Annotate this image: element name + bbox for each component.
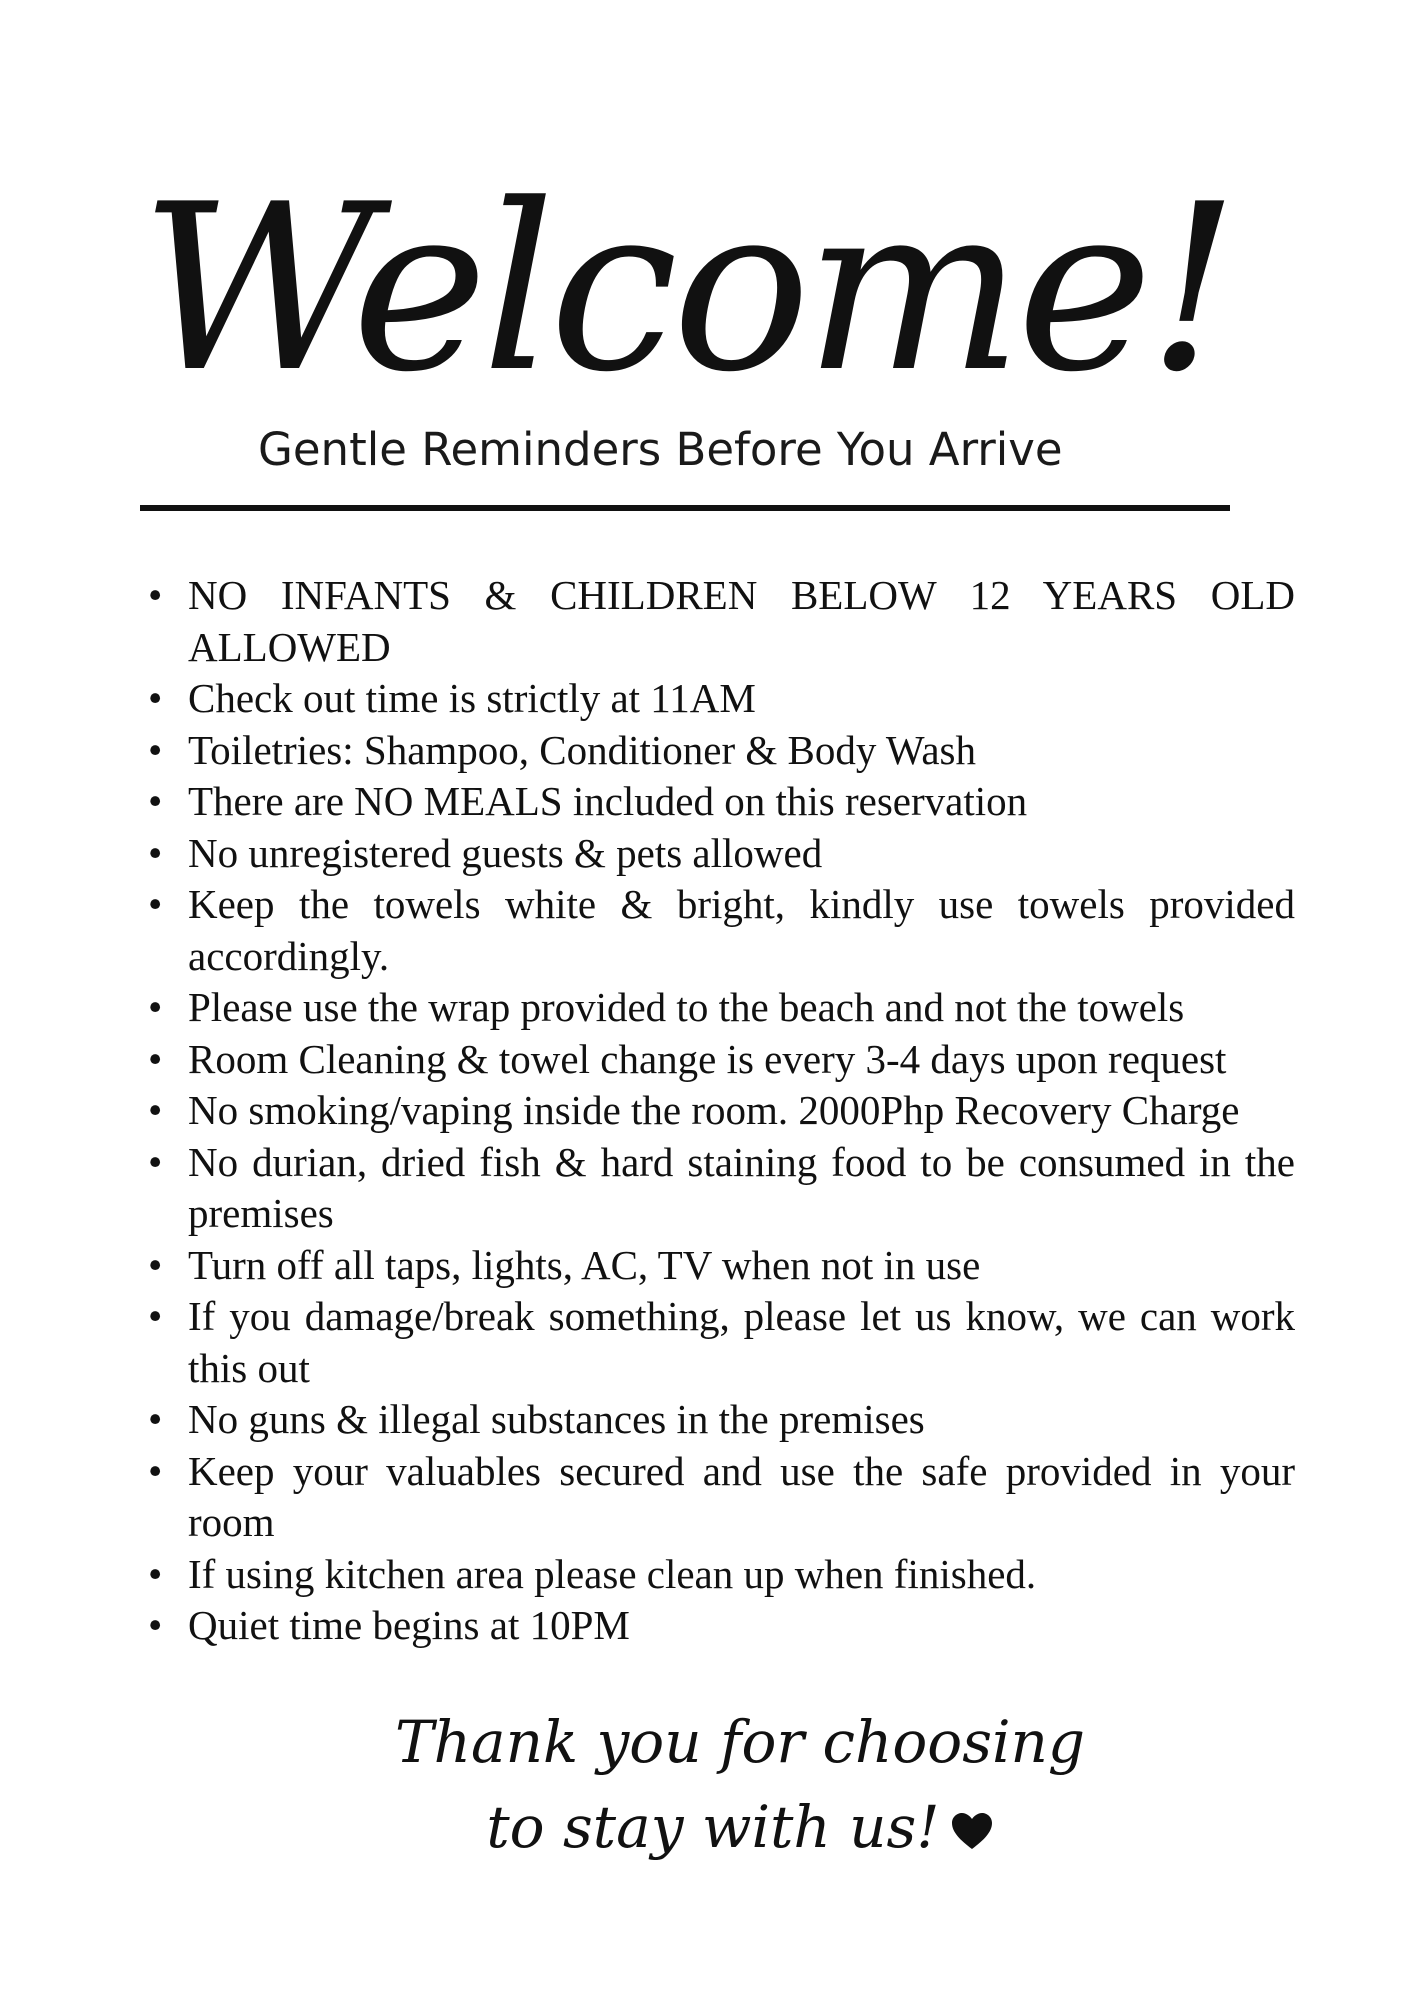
list-item xyxy=(140,1240,1295,1292)
thank-you-line-1: Thank you for choosing xyxy=(394,1708,1086,1776)
heart-icon xyxy=(950,1789,994,1874)
list-item xyxy=(140,725,1295,777)
welcome-heading: Welcome! xyxy=(140,156,1234,423)
rule-text: Turn off all taps, lights, AC, TV when not in use xyxy=(188,1241,981,1288)
list-item xyxy=(140,1549,1295,1601)
bullet-icon: • xyxy=(148,1241,163,1288)
bullet-icon: • xyxy=(148,1602,163,1648)
list-item xyxy=(140,1291,1295,1394)
bullet-icon: • xyxy=(148,881,163,927)
list-item xyxy=(140,673,1295,725)
rule-text: If you damage/break something, please let us know, we can work this out xyxy=(188,1293,1295,1391)
rule-text: There are NO MEALS included on this reservation xyxy=(188,778,1028,824)
bullet-icon: • xyxy=(148,726,163,773)
rule-text: Toiletries: Shampoo, Conditioner & Body Wash xyxy=(188,726,976,773)
rule-text: Keep your valuables secured and use the safe provided in your room xyxy=(188,1447,1295,1545)
list-item xyxy=(140,1034,1295,1086)
rule-text: No durian, dried fish & hard staining food to be consumed in the premises xyxy=(188,1138,1295,1236)
bullet-icon: • xyxy=(148,1447,163,1494)
bullet-icon: • xyxy=(148,572,163,618)
list-item xyxy=(140,1137,1295,1240)
list-item xyxy=(140,879,1295,982)
rule-text: NO INFANTS & CHILDREN BELOW 12 YEARS OLD ALLOWED xyxy=(188,572,1295,670)
thank-you-line-2-wrapper xyxy=(380,1785,1100,1874)
rules-list xyxy=(140,570,1295,1652)
bullet-icon: • xyxy=(148,1138,163,1185)
page-subtitle: Gentle Reminders Before You Arrive xyxy=(258,423,1063,476)
bullet-icon: • xyxy=(148,778,163,824)
bullet-icon: • xyxy=(148,829,163,876)
thank-you-message xyxy=(380,1700,1100,1874)
bullet-icon: • xyxy=(148,675,163,721)
rule-text: If using kitchen area please clean up when finished. xyxy=(188,1550,1037,1597)
rule-text: Check out time is strictly at 11AM xyxy=(188,675,756,721)
list-item xyxy=(140,982,1295,1034)
list-item xyxy=(140,1600,1295,1652)
list-item xyxy=(140,1446,1295,1549)
list-item xyxy=(140,1085,1295,1137)
bullet-icon: • xyxy=(148,1293,163,1339)
bullet-icon: • xyxy=(148,1550,163,1597)
rule-text: Quiet time begins at 10PM xyxy=(188,1602,630,1648)
rule-text: Please use the wrap provided to the beach and not the towels xyxy=(188,984,1185,1030)
rule-text: No smoking/vaping inside the room. 2000Php Recovery Charge xyxy=(188,1087,1240,1133)
bullet-icon: • xyxy=(148,1087,163,1133)
bullet-icon: • xyxy=(148,1035,163,1082)
list-item xyxy=(140,570,1295,673)
rule-text: Room Cleaning & towel change is every 3-4 days upon request xyxy=(188,1035,1227,1082)
rule-text: No unregistered guests & pets allowed xyxy=(188,829,823,876)
bullet-icon: • xyxy=(148,1396,163,1442)
rule-text: Keep the towels white & bright, kindly use towels provided accordingly. xyxy=(188,881,1295,979)
list-item xyxy=(140,828,1295,880)
rule-text: No guns & illegal substances in the premises xyxy=(188,1396,925,1442)
divider xyxy=(140,505,1230,511)
list-item xyxy=(140,776,1295,828)
thank-you-line-2: to stay with us! xyxy=(486,1793,940,1861)
bullet-icon: • xyxy=(148,984,163,1030)
list-item xyxy=(140,1394,1295,1446)
